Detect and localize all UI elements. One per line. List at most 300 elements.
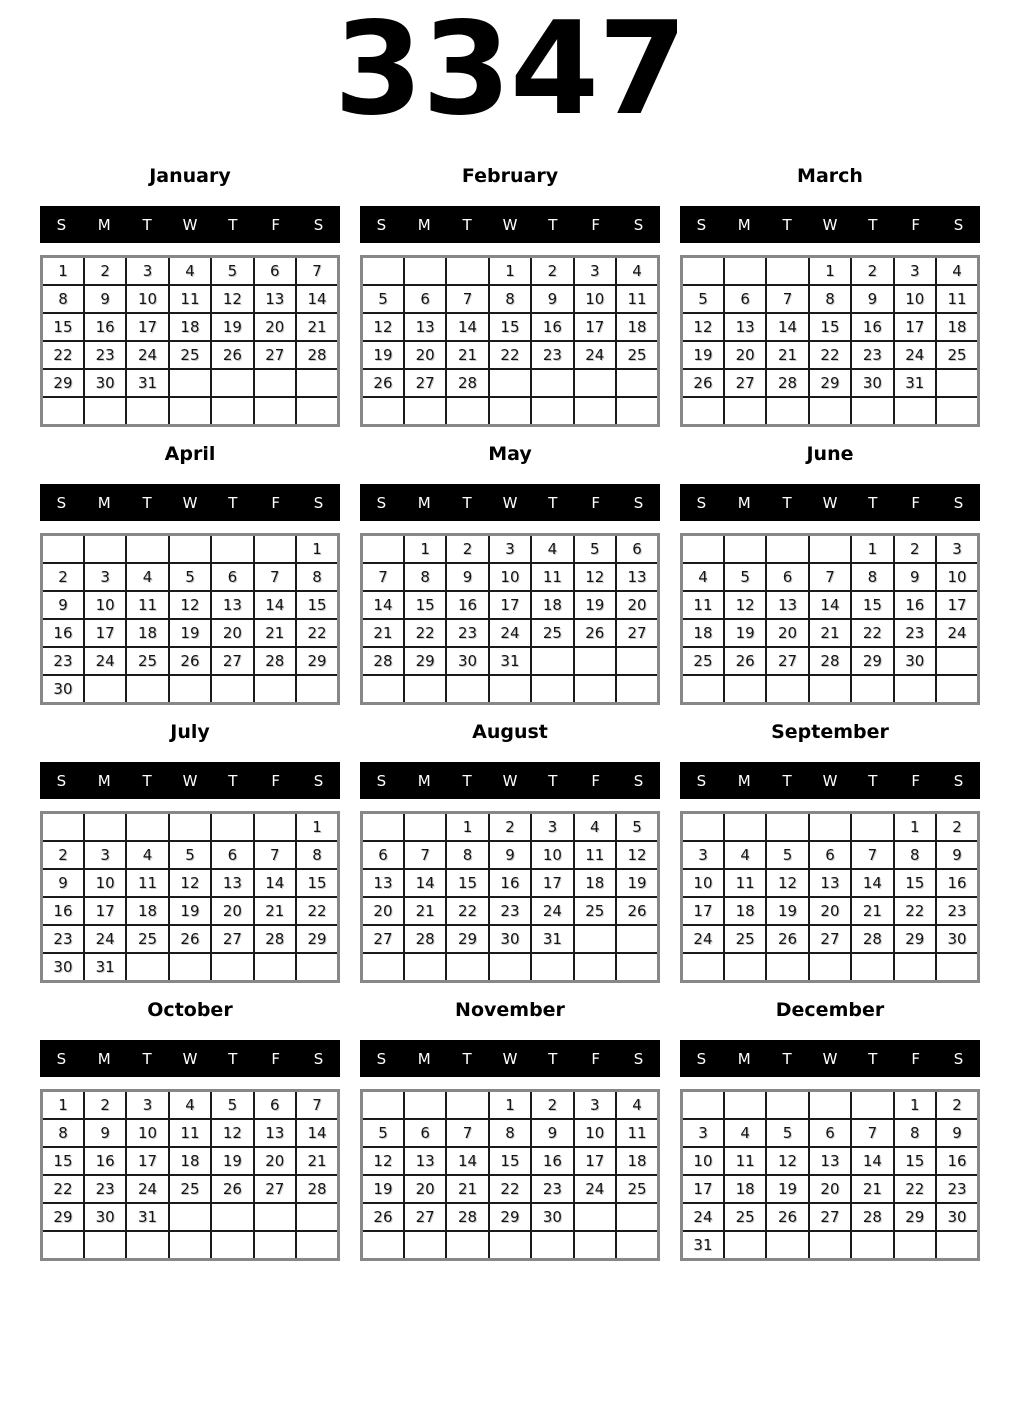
weekday-label: T	[142, 1049, 152, 1068]
date-cell	[766, 397, 808, 426]
date-cell: 28	[809, 647, 851, 675]
dates-row	[682, 397, 979, 426]
date-cell: 12	[362, 313, 404, 341]
date-cell: 5	[211, 1091, 253, 1120]
dates-row	[42, 257, 339, 286]
date-cell: 29	[894, 1203, 936, 1231]
date-cell	[574, 675, 616, 704]
dates-row	[682, 1147, 979, 1175]
date-cell: 17	[936, 591, 978, 619]
dates-row	[362, 563, 659, 591]
date-cell	[851, 1091, 893, 1120]
date-cell	[894, 953, 936, 982]
date-cell	[724, 1231, 766, 1260]
date-cell: 16	[936, 869, 978, 897]
date-cell	[574, 369, 616, 397]
date-cell	[211, 953, 253, 982]
date-cell: 4	[724, 1119, 766, 1147]
date-cell: 27	[404, 1203, 446, 1231]
date-cell: 23	[42, 647, 84, 675]
date-cell: 6	[616, 535, 658, 564]
weekday-label: T	[782, 1049, 792, 1068]
dates-row	[362, 1147, 659, 1175]
date-cell: 10	[126, 285, 168, 313]
date-cell: 21	[809, 619, 851, 647]
date-cell	[766, 257, 808, 286]
dates-table	[680, 1089, 980, 1261]
date-cell: 25	[126, 925, 168, 953]
dates-row	[42, 953, 339, 982]
dates-row	[362, 813, 659, 842]
dates-row	[42, 1203, 339, 1231]
date-cell	[809, 535, 851, 564]
date-cell: 17	[894, 313, 936, 341]
dates-row	[682, 285, 979, 313]
date-cell: 14	[446, 1147, 488, 1175]
date-cell: 3	[126, 1091, 168, 1120]
dates-row	[42, 1175, 339, 1203]
date-cell: 11	[126, 591, 168, 619]
date-cell: 21	[404, 897, 446, 925]
date-cell: 21	[296, 313, 338, 341]
dates-row	[362, 1119, 659, 1147]
date-cell: 11	[616, 1119, 658, 1147]
date-cell: 18	[574, 869, 616, 897]
date-cell: 22	[851, 619, 893, 647]
weekday-label: W	[502, 215, 518, 234]
date-cell: 4	[574, 813, 616, 842]
date-cell: 15	[851, 591, 893, 619]
date-cell: 26	[169, 647, 211, 675]
month-may	[360, 433, 660, 711]
date-cell: 24	[126, 1175, 168, 1203]
date-cell: 8	[894, 841, 936, 869]
date-cell	[766, 1091, 808, 1120]
date-cell: 21	[296, 1147, 338, 1175]
dates-row	[362, 897, 659, 925]
date-cell: 11	[724, 1147, 766, 1175]
dates-table	[360, 255, 660, 427]
date-cell: 4	[616, 1091, 658, 1120]
weekday-label: S	[953, 1049, 964, 1068]
date-cell: 8	[851, 563, 893, 591]
month-june	[680, 433, 980, 711]
date-cell: 24	[489, 619, 531, 647]
date-cell: 1	[851, 535, 893, 564]
date-cell: 15	[296, 591, 338, 619]
dates-table	[40, 533, 340, 705]
date-cell: 5	[616, 813, 658, 842]
date-cell	[404, 257, 446, 286]
date-cell: 3	[489, 535, 531, 564]
date-cell: 3	[574, 257, 616, 286]
date-cell	[362, 813, 404, 842]
date-cell: 17	[574, 313, 616, 341]
date-cell: 24	[682, 1203, 724, 1231]
month-july	[40, 711, 340, 989]
date-cell: 11	[682, 591, 724, 619]
dates-row	[682, 813, 979, 842]
weekday-label: T	[868, 1049, 878, 1068]
date-cell: 17	[84, 897, 126, 925]
date-cell: 16	[446, 591, 488, 619]
date-cell	[936, 1231, 978, 1260]
date-cell	[809, 1091, 851, 1120]
date-cell: 18	[616, 313, 658, 341]
date-cell: 25	[574, 897, 616, 925]
dates-row	[42, 1231, 339, 1260]
date-cell: 16	[531, 313, 573, 341]
date-cell	[809, 813, 851, 842]
date-cell: 3	[531, 813, 573, 842]
month-march	[680, 155, 980, 433]
date-cell: 9	[894, 563, 936, 591]
date-cell: 25	[169, 341, 211, 369]
dates-row	[682, 1119, 979, 1147]
date-cell: 12	[362, 1147, 404, 1175]
month-title: May	[488, 443, 532, 465]
date-cell: 20	[404, 341, 446, 369]
date-cell: 8	[489, 1119, 531, 1147]
month-february	[360, 155, 660, 433]
date-cell: 27	[809, 925, 851, 953]
date-cell: 22	[296, 897, 338, 925]
date-cell	[404, 953, 446, 982]
date-cell: 30	[42, 953, 84, 982]
date-cell: 24	[126, 341, 168, 369]
date-cell: 16	[42, 619, 84, 647]
date-cell: 26	[616, 897, 658, 925]
weekday-label: T	[782, 493, 792, 512]
date-cell: 3	[84, 841, 126, 869]
date-cell: 25	[724, 1203, 766, 1231]
weekday-label: W	[822, 771, 838, 790]
month-title: August	[472, 721, 548, 743]
date-cell	[682, 397, 724, 426]
weekday-header-bar	[680, 484, 980, 521]
date-cell: 20	[254, 1147, 296, 1175]
date-cell	[84, 397, 126, 426]
date-cell: 15	[42, 313, 84, 341]
dates-row	[362, 647, 659, 675]
date-cell: 17	[531, 869, 573, 897]
dates-row	[362, 953, 659, 982]
date-cell: 18	[682, 619, 724, 647]
date-cell	[42, 535, 84, 564]
date-cell: 19	[724, 619, 766, 647]
date-cell	[362, 397, 404, 426]
date-cell: 18	[126, 619, 168, 647]
date-cell	[724, 675, 766, 704]
date-cell: 15	[404, 591, 446, 619]
date-cell: 2	[851, 257, 893, 286]
date-cell	[489, 369, 531, 397]
weekday-label: W	[822, 493, 838, 512]
dates-row	[362, 1231, 659, 1260]
dates-row	[42, 341, 339, 369]
date-cell	[362, 953, 404, 982]
date-cell: 28	[362, 647, 404, 675]
weekday-label: S	[313, 215, 324, 234]
date-cell	[724, 397, 766, 426]
date-cell: 11	[574, 841, 616, 869]
dates-row	[362, 257, 659, 286]
date-cell: 12	[169, 591, 211, 619]
dates-row	[682, 897, 979, 925]
date-cell	[894, 397, 936, 426]
weekday-label: M	[737, 771, 751, 790]
date-cell	[254, 397, 296, 426]
date-cell: 22	[489, 1175, 531, 1203]
date-cell: 1	[446, 813, 488, 842]
date-cell: 10	[682, 869, 724, 897]
date-cell	[169, 535, 211, 564]
dates-row	[42, 925, 339, 953]
dates-row	[682, 369, 979, 397]
date-cell: 30	[936, 925, 978, 953]
date-cell: 14	[851, 1147, 893, 1175]
date-cell	[254, 813, 296, 842]
weekday-label: T	[782, 215, 792, 234]
date-cell	[169, 675, 211, 704]
date-cell: 27	[724, 369, 766, 397]
date-cell: 7	[851, 1119, 893, 1147]
weekday-label: W	[822, 215, 838, 234]
weekday-label: W	[822, 1049, 838, 1068]
date-cell: 2	[42, 841, 84, 869]
dates-row	[362, 869, 659, 897]
date-cell: 17	[84, 619, 126, 647]
dates-row	[362, 925, 659, 953]
date-cell	[254, 675, 296, 704]
weekday-label: T	[548, 771, 558, 790]
date-cell: 16	[42, 897, 84, 925]
date-cell	[362, 1091, 404, 1120]
date-cell: 25	[724, 925, 766, 953]
year-title: 3347	[333, 0, 687, 144]
date-cell: 14	[766, 313, 808, 341]
date-cell: 1	[809, 257, 851, 286]
date-cell	[682, 1091, 724, 1120]
date-cell	[616, 369, 658, 397]
date-cell: 15	[489, 313, 531, 341]
date-cell: 4	[126, 841, 168, 869]
weekday-label: T	[548, 493, 558, 512]
date-cell: 15	[809, 313, 851, 341]
date-cell	[724, 813, 766, 842]
dates-row	[362, 341, 659, 369]
date-cell: 10	[84, 869, 126, 897]
weekday-header-bar	[40, 206, 340, 243]
weekday-label: F	[911, 215, 921, 234]
date-cell	[254, 953, 296, 982]
date-cell: 8	[404, 563, 446, 591]
date-cell: 1	[489, 1091, 531, 1120]
date-cell: 4	[169, 257, 211, 286]
dates-row	[362, 535, 659, 564]
date-cell: 22	[42, 341, 84, 369]
weekday-label: S	[633, 493, 644, 512]
date-cell: 20	[766, 619, 808, 647]
dates-row	[682, 647, 979, 675]
dates-row	[42, 647, 339, 675]
date-cell: 3	[936, 535, 978, 564]
date-cell: 26	[169, 925, 211, 953]
date-cell: 20	[724, 341, 766, 369]
weekday-label: T	[142, 771, 152, 790]
date-cell	[616, 925, 658, 953]
date-cell: 12	[211, 1119, 253, 1147]
date-cell: 19	[211, 1147, 253, 1175]
date-cell: 14	[254, 591, 296, 619]
weekday-label: M	[737, 493, 751, 512]
weekday-label: S	[696, 215, 707, 234]
date-cell: 14	[851, 869, 893, 897]
date-cell: 10	[489, 563, 531, 591]
weekday-label: S	[56, 215, 67, 234]
date-cell: 16	[936, 1147, 978, 1175]
date-cell	[169, 1231, 211, 1260]
date-cell: 28	[851, 1203, 893, 1231]
date-cell: 23	[531, 1175, 573, 1203]
dates-row	[682, 925, 979, 953]
date-cell: 19	[574, 591, 616, 619]
date-cell: 25	[616, 1175, 658, 1203]
date-cell: 17	[574, 1147, 616, 1175]
date-cell: 22	[489, 341, 531, 369]
date-cell: 26	[724, 647, 766, 675]
date-cell: 6	[809, 1119, 851, 1147]
weekday-label: T	[782, 771, 792, 790]
month-january	[40, 155, 340, 433]
date-cell	[531, 369, 573, 397]
date-cell: 27	[616, 619, 658, 647]
dates-row	[682, 1175, 979, 1203]
date-cell: 8	[894, 1119, 936, 1147]
date-cell	[296, 369, 338, 397]
month-november	[360, 989, 660, 1267]
date-cell: 13	[404, 313, 446, 341]
date-cell: 29	[296, 925, 338, 953]
date-cell	[169, 1203, 211, 1231]
date-cell	[211, 369, 253, 397]
date-cell: 1	[42, 257, 84, 286]
dates-row	[682, 869, 979, 897]
date-cell: 12	[766, 869, 808, 897]
date-cell	[126, 1231, 168, 1260]
dates-table	[680, 811, 980, 983]
weekday-label: S	[633, 215, 644, 234]
weekday-label: W	[502, 493, 518, 512]
date-cell	[42, 813, 84, 842]
date-cell: 15	[446, 869, 488, 897]
date-cell: 17	[682, 1175, 724, 1203]
date-cell: 5	[724, 563, 766, 591]
date-cell	[574, 1231, 616, 1260]
date-cell: 3	[682, 841, 724, 869]
date-cell	[809, 675, 851, 704]
date-cell	[851, 397, 893, 426]
date-cell: 24	[936, 619, 978, 647]
weekday-label: F	[591, 493, 601, 512]
date-cell: 8	[42, 1119, 84, 1147]
date-cell	[296, 953, 338, 982]
date-cell	[84, 675, 126, 704]
weekday-label: W	[182, 493, 198, 512]
date-cell: 13	[809, 869, 851, 897]
weekday-label: M	[417, 493, 431, 512]
date-cell: 19	[362, 1175, 404, 1203]
weekday-label: F	[911, 1049, 921, 1068]
dates-row	[362, 675, 659, 704]
month-title: September	[771, 721, 889, 743]
dates-row	[42, 841, 339, 869]
date-cell: 30	[446, 647, 488, 675]
date-cell: 14	[296, 1119, 338, 1147]
date-cell: 5	[362, 1119, 404, 1147]
date-cell: 31	[682, 1231, 724, 1260]
date-cell: 4	[724, 841, 766, 869]
date-cell: 26	[766, 1203, 808, 1231]
date-cell	[936, 953, 978, 982]
weekday-header-bar	[680, 1040, 980, 1077]
date-cell: 12	[766, 1147, 808, 1175]
weekday-header-bar	[40, 484, 340, 521]
date-cell: 22	[446, 897, 488, 925]
date-cell: 1	[404, 535, 446, 564]
date-cell: 20	[616, 591, 658, 619]
date-cell: 19	[211, 313, 253, 341]
date-cell: 9	[936, 841, 978, 869]
date-cell	[616, 397, 658, 426]
date-cell: 24	[531, 897, 573, 925]
date-cell	[531, 675, 573, 704]
dates-row	[682, 535, 979, 564]
date-cell: 26	[362, 1203, 404, 1231]
dates-table	[360, 1089, 660, 1261]
date-cell	[616, 675, 658, 704]
date-cell: 23	[42, 925, 84, 953]
date-cell: 13	[211, 591, 253, 619]
date-cell: 23	[531, 341, 573, 369]
date-cell	[574, 647, 616, 675]
date-cell: 14	[362, 591, 404, 619]
date-cell: 27	[766, 647, 808, 675]
date-cell: 8	[809, 285, 851, 313]
month-title: February	[461, 165, 559, 187]
weekday-label: M	[97, 215, 111, 234]
date-cell: 21	[446, 341, 488, 369]
date-cell	[574, 397, 616, 426]
date-cell	[531, 397, 573, 426]
date-cell: 10	[126, 1119, 168, 1147]
dates-row	[42, 591, 339, 619]
dates-row	[682, 591, 979, 619]
date-cell: 20	[809, 897, 851, 925]
date-cell: 30	[84, 1203, 126, 1231]
date-cell: 9	[531, 1119, 573, 1147]
date-cell: 5	[211, 257, 253, 286]
weekday-label: S	[56, 771, 67, 790]
date-cell: 14	[404, 869, 446, 897]
weekday-label: M	[417, 215, 431, 234]
date-cell: 28	[446, 1203, 488, 1231]
date-cell: 2	[84, 257, 126, 286]
date-cell	[126, 953, 168, 982]
date-cell: 16	[489, 869, 531, 897]
date-cell	[169, 397, 211, 426]
weekday-header-bar	[360, 206, 660, 243]
